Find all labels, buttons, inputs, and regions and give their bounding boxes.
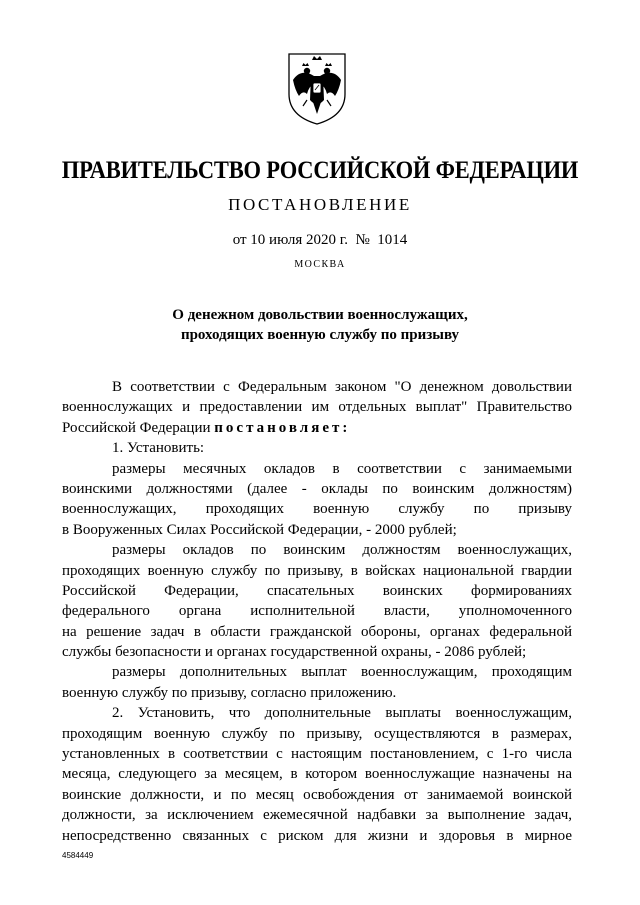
body-line: установленных в соответствии с настоящим постановлением, с 1-го числа [62, 746, 572, 763]
heading-line: О денежном довольствии военнослужащих, [172, 307, 468, 323]
body-line: военнослужащих и предоставлении им отдельных выплат" Правительство [62, 399, 572, 416]
body-line [62, 418, 572, 438]
body-line: В соответствии с Федеральным законом "О денежном довольствии [112, 379, 572, 395]
body-line: размеры окладов по воинским должностям военнослужащих, [112, 542, 572, 559]
body-line: должности, за исключением ежемесячной надбавки за выполнение задач, [62, 807, 572, 824]
body-line: в Вооруженных Силах Российской Федерации, - 2000 рублей; [62, 521, 457, 538]
body-line: службы безопасности и органах государственной охраны, - 2086 рублей; [62, 644, 527, 661]
body-line: федерального органа исполнительной власти, уполномоченного [62, 603, 572, 620]
body-line: 2. Установить, что дополнительные выплаты военнослужащим, [112, 705, 572, 722]
body-line: воинские должности, и по месяц освобождения от занимаемой воинской [62, 786, 572, 803]
body-line: воинскими должностями (далее - оклады по воинским должностям) [62, 480, 572, 497]
decree-keyword: постановляет: [214, 419, 351, 436]
body-line: военнослужащих, проходящих военную службу по призыву [62, 501, 572, 518]
body-line: непосредственно связанных с риском для жизни и здоровья в мирное [62, 827, 572, 844]
document-heading [0, 305, 640, 345]
document-code: 4584449 [62, 851, 94, 860]
document-type: ПОСТАНОВЛЕНИЕ [228, 195, 412, 214]
russian-coat-of-arms-icon [285, 50, 349, 126]
heading-line: проходящих военную службу по призыву [180, 327, 460, 343]
document-date-number: от 10 июля 2020 г. № 1014 [232, 232, 408, 248]
body-line: проходящих военную службу по призыву, в войсках национальной гвардии [62, 562, 572, 579]
body-line: проходящим военную службу по призыву, осуществляются в размерах, [62, 725, 572, 742]
body-text-fragment: Российской Федерации [62, 419, 215, 436]
government-title: ПРАВИТЕЛЬСТВО РОССИЙСКОЙ ФЕДЕРАЦИИ [61, 155, 579, 184]
body-line: военную службу по призыву, согласно приложению. [62, 684, 397, 701]
body-line: размеры месячных окладов в соответствии с занимаемыми [112, 460, 572, 477]
body-line: месяца, следующего за месяцем, в котором военнослужащие назначены на [62, 766, 572, 783]
document-place: МОСКВА [294, 259, 346, 270]
body-line: на решение задач в области гражданской обороны, органах федеральной [62, 623, 572, 640]
body-line: 1. Установить: [112, 440, 205, 457]
body-line: размеры дополнительных выплат военнослужащим, проходящим [112, 664, 572, 681]
document-body [62, 377, 572, 846]
body-line: Российской Федерации, спасательных воинских формированиях [62, 582, 572, 599]
